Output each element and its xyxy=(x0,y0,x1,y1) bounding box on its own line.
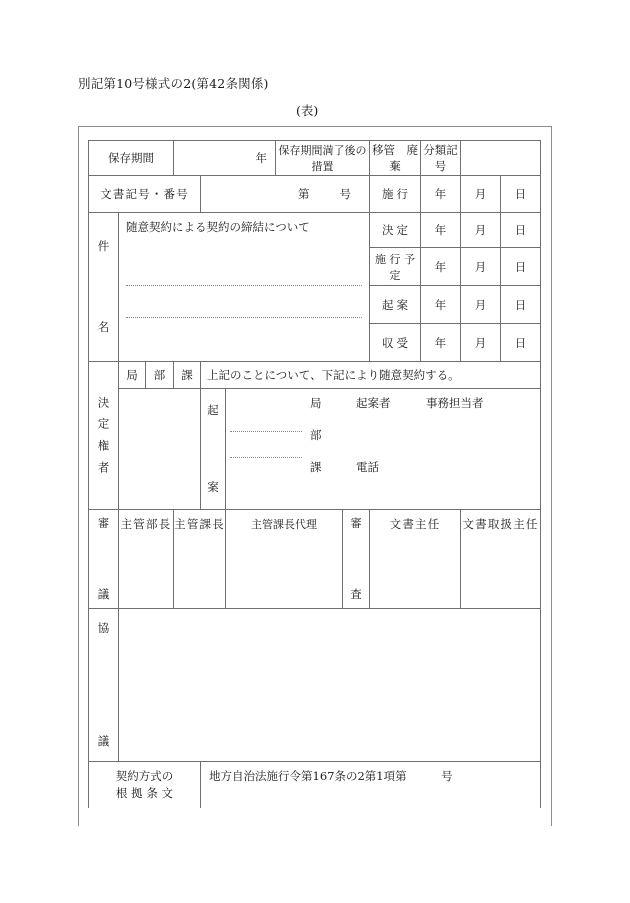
receipt-day[interactable]: 日 xyxy=(501,324,541,362)
document-number-value[interactable] xyxy=(201,176,370,213)
decision-authority-label-chars: 決 定 権 者 xyxy=(97,394,110,475)
drafting-ka-label: 課 xyxy=(310,460,322,474)
subject-label-char-2: 名 xyxy=(97,319,110,334)
consultation-label-char-1: 協 xyxy=(97,621,110,635)
planned-enforcement-year[interactable]: 年 xyxy=(421,248,461,286)
review-header-deputy-ka: 主管課長代理 xyxy=(251,518,318,531)
subject-dotted-line-2 xyxy=(126,317,362,318)
drafting-author-label: 起案者 xyxy=(356,396,391,410)
receipt-date-label xyxy=(370,324,421,362)
inspection-cell-doc-chief[interactable] xyxy=(370,510,461,609)
page-title: 別記第10号様式の2(第42条関係) xyxy=(78,76,269,91)
main-form-table xyxy=(88,140,541,808)
table-row-contract-basis xyxy=(89,762,541,809)
draft-day[interactable]: 日 xyxy=(501,286,541,324)
drafting-row-kyoku xyxy=(226,395,540,411)
review-label-char-2: 議 xyxy=(97,586,110,601)
authority-column-ka[interactable]: 課 xyxy=(174,362,201,389)
drafting-label-char-2: 案 xyxy=(207,479,219,494)
authority-column-kyoku[interactable]: 局 xyxy=(119,362,146,389)
table-row-authority-header xyxy=(89,362,541,389)
contract-basis-content[interactable] xyxy=(201,762,541,809)
decision-authority-label xyxy=(89,362,119,510)
contract-basis-label-line1: 契約方式の xyxy=(115,768,174,783)
review-cell-manager-ka[interactable] xyxy=(174,510,226,609)
document-symbol-number-label: 文書記号・番号 xyxy=(89,176,201,213)
table-row-authority-body xyxy=(89,389,541,510)
decision-year[interactable]: 年 xyxy=(421,213,461,248)
gou-char: 号 xyxy=(339,187,352,201)
table-row-consultation xyxy=(89,609,541,762)
planned-enforcement-label: 施 行 予 定 xyxy=(370,248,421,286)
preservation-period-label: 保存期間 xyxy=(89,141,174,176)
authority-column-bu[interactable]: 部 xyxy=(146,362,174,389)
planned-enforcement-day[interactable]: 日 xyxy=(501,248,541,286)
review-label xyxy=(89,510,119,609)
subject-label xyxy=(89,213,119,362)
review-header-manager-ka: 主管課長 xyxy=(174,517,225,531)
inspection-label-char-1: 審 xyxy=(350,516,362,530)
review-label-char-1: 審 xyxy=(97,516,110,530)
draft-label-char-1: 起 xyxy=(382,297,394,312)
drafting-row-bu xyxy=(226,427,540,443)
review-cell-manager-bu[interactable] xyxy=(119,510,174,609)
table-row-subject-decision xyxy=(89,213,541,248)
draft-month[interactable]: 月 xyxy=(461,286,501,324)
subject-label-char-1: 件 xyxy=(97,239,110,253)
contract-basis-label-line2: 根 拠 条 文 xyxy=(116,786,173,800)
inspection-header-doc-chief: 文書主任 xyxy=(389,517,441,531)
contract-basis-text: 地方自治法施行令第167条の2第1項第 号 xyxy=(209,769,453,783)
inspection-label xyxy=(343,510,370,609)
drafting-bu-label: 部 xyxy=(310,428,322,442)
post-period-measure-label: 保存期間満了後の措置 xyxy=(276,141,370,176)
consultation-area[interactable] xyxy=(119,609,541,762)
inspection-header-doc-handler: 文書取扱主任 xyxy=(462,517,539,531)
decision-month[interactable]: 月 xyxy=(461,213,501,248)
review-cell-deputy-ka[interactable] xyxy=(226,510,343,609)
decision-day[interactable]: 日 xyxy=(501,213,541,248)
inspection-label-char-2: 査 xyxy=(350,586,362,601)
drafting-label-char-1: 起 xyxy=(207,403,219,417)
enforcement-month[interactable]: 月 xyxy=(461,176,501,213)
drafting-label xyxy=(201,389,226,510)
receipt-month[interactable]: 月 xyxy=(461,324,501,362)
contract-basis-label xyxy=(89,762,201,809)
drafting-dotted-line-2 xyxy=(230,457,302,458)
receipt-year[interactable]: 年 xyxy=(421,324,461,362)
planned-enforcement-month[interactable]: 月 xyxy=(461,248,501,286)
authority-statement: 上記のことについて、下記により随意契約する。 xyxy=(201,362,541,389)
subject-dotted-line-1 xyxy=(126,285,362,286)
inspection-cell-doc-handler[interactable] xyxy=(461,510,541,609)
decision-label-char-1: 決 xyxy=(382,223,394,237)
table-marker-label: (表) xyxy=(296,103,319,118)
receipt-label-char-2: 受 xyxy=(396,335,409,350)
enforcement-year[interactable]: 年 xyxy=(421,176,461,213)
receipt-label-char-1: 収 xyxy=(382,335,394,350)
draft-label-char-2: 案 xyxy=(396,297,409,312)
enforcement-label xyxy=(370,176,421,213)
drafting-tel-label: 電話 xyxy=(356,460,380,474)
consultation-label xyxy=(89,609,119,762)
drafting-row-ka xyxy=(226,459,540,475)
enforcement-char-1: 施 xyxy=(382,187,394,201)
decision-date-label xyxy=(370,213,421,248)
preservation-period-value[interactable]: 年 xyxy=(174,141,276,176)
subject-content[interactable] xyxy=(119,213,370,362)
table-row-review xyxy=(89,510,541,609)
enforcement-char-2: 行 xyxy=(396,187,409,201)
draft-date-label xyxy=(370,286,421,324)
drafting-staff-label: 事務担当者 xyxy=(426,396,484,410)
classification-symbol-value[interactable] xyxy=(461,141,541,176)
authority-signature-area[interactable] xyxy=(119,389,201,510)
subject-text: 随意契約による契約の締結について xyxy=(126,220,310,234)
review-header-manager-bu: 主管部長 xyxy=(120,517,172,531)
table-row-document-number xyxy=(89,176,541,213)
drafting-kyoku-label: 局 xyxy=(310,396,322,410)
table-row-preservation xyxy=(89,141,541,176)
decision-label-char-2: 定 xyxy=(396,223,409,237)
drafting-content[interactable] xyxy=(226,389,541,510)
dai-char: 第 xyxy=(298,187,310,201)
draft-year[interactable]: 年 xyxy=(421,286,461,324)
measure-options[interactable]: 移管 廃棄 xyxy=(370,141,421,176)
classification-symbol-label: 分類記号 xyxy=(421,141,461,176)
enforcement-day[interactable]: 日 xyxy=(501,176,541,213)
consultation-label-char-2: 議 xyxy=(97,733,110,748)
